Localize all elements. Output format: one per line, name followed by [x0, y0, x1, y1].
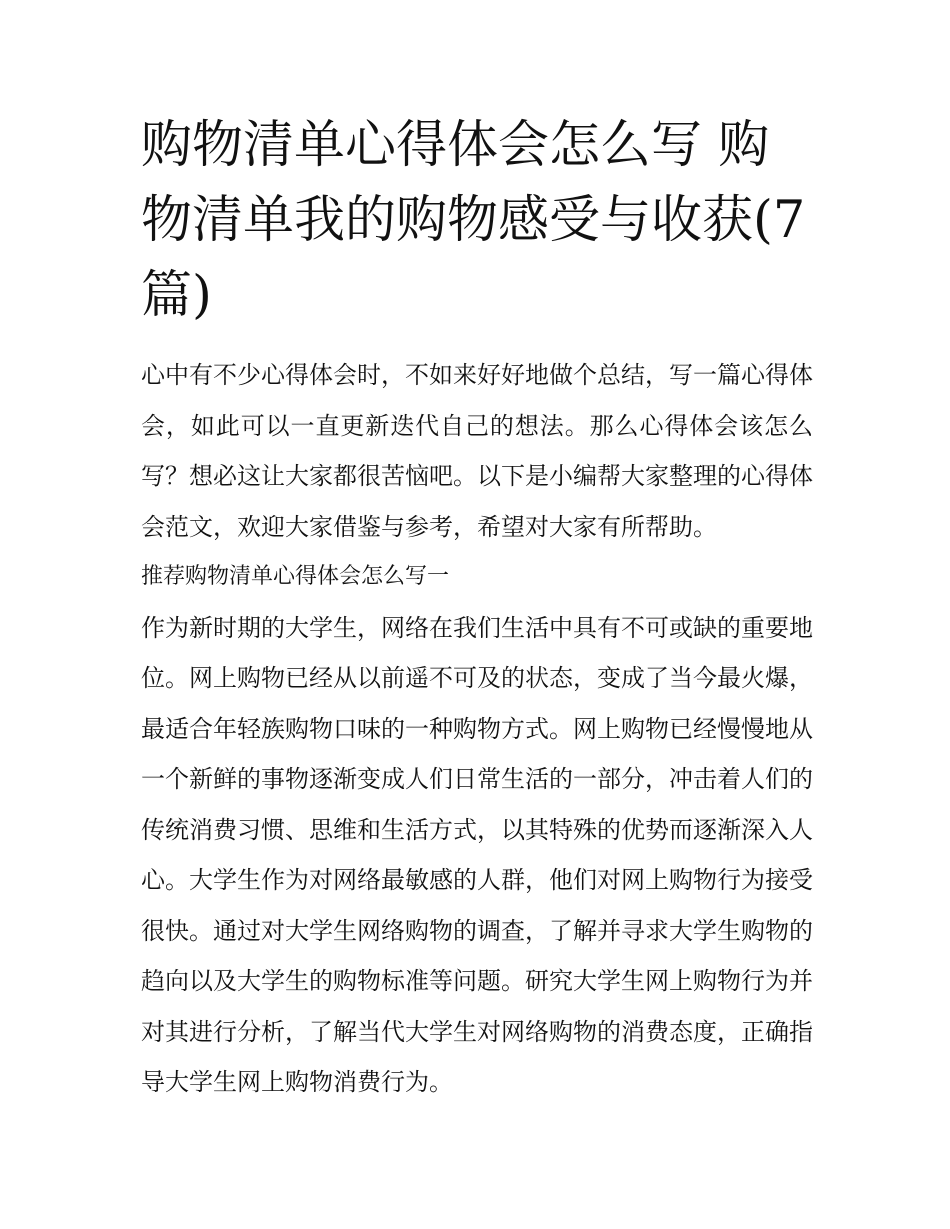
section-body-paragraph: 作为新时期的大学生，网络在我们生活中具有不可或缺的重要地位。网上购物已经从以前遥不可及的状态，变成了当今最火爆，最适合年轻族购物口味的一种购物方式。网上购物已经慢慢地从一个新鲜的事物逐渐变成人们日常生活的一部分，冲击着人们的传统消费习惯、思维和生活方式，以其特殊的优势而逐渐深入人心。大学生作为对网络最敏感的人群，他们对网上购物行为接受很快。通过对大学生网络购物的调查，了解并寻求大学生购物的趋向以及大学生的购物标准等问题。研究大学生网上购物行为并对其进行分析，了解当代大学生对网络购物的消费态度，正确指导大学生网上购物消费行为。 — [141, 613, 813, 1096]
document-title: 购物清单心得体会怎么写 购物清单我的购物感受与收获(7篇) — [141, 116, 806, 325]
intro-paragraph: 心中有不少心得体会时，不如来好好地做个总结，写一篇心得体会，如此可以一直更新迭代自己的想法。那么心得体会该怎么写？想必这让大家都很苦恼吧。以下是小编帮大家整理的心得体会范文，欢迎大家借鉴与参考，希望对大家有所帮助。 — [141, 361, 813, 541]
section-heading: 推荐购物清单心得体会怎么写一 — [141, 564, 450, 589]
document-content — [141, 108, 813, 1108]
